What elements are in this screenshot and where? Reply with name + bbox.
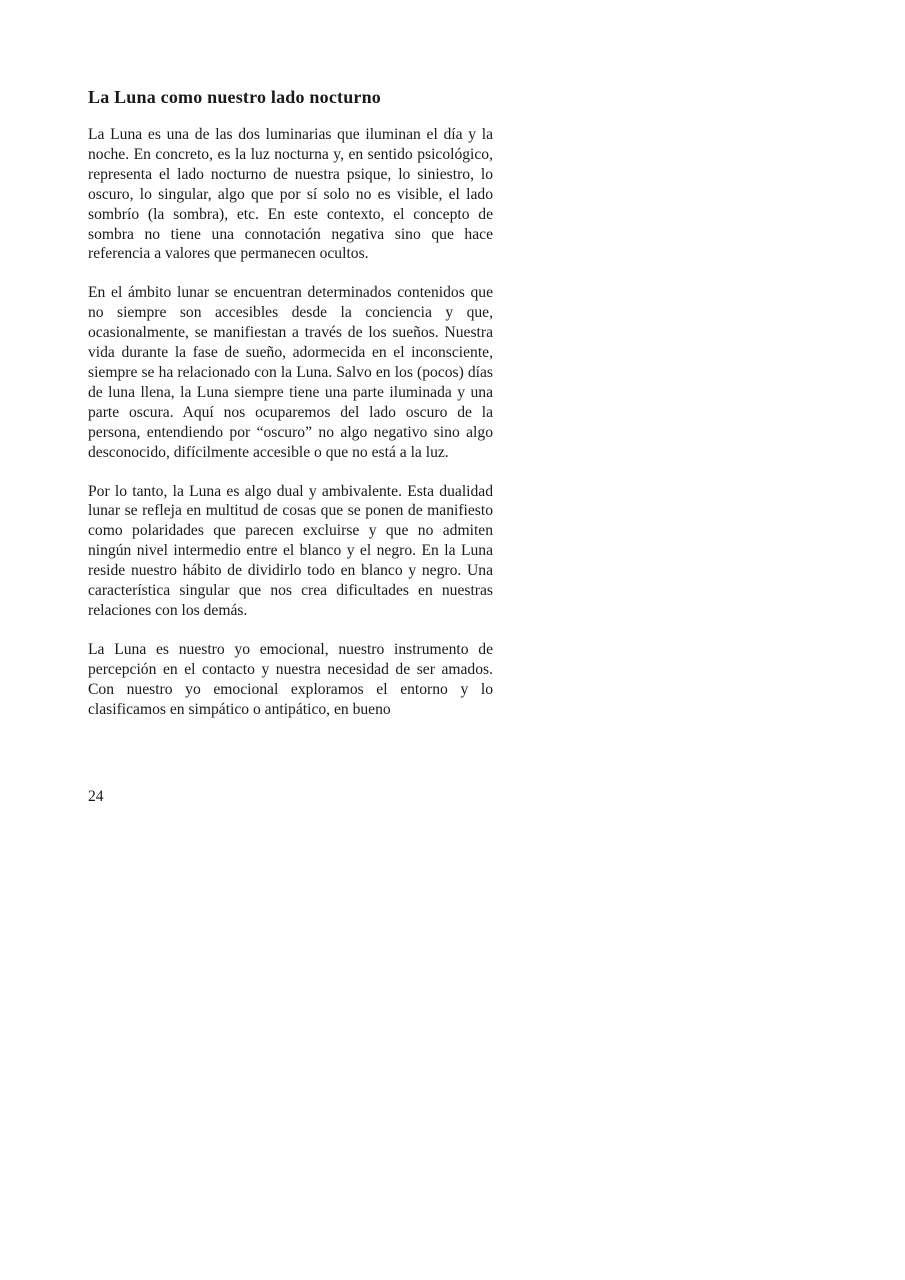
paragraph-3: Por lo tanto, la Luna es algo dual y ambivalente. Esta dualidad lunar se refleja en multitud de cosas que se ponen de manifiesto como polaridades que parecen excluirse y que no admiten ningún nivel intermedio entre el blanco y el negro. En la Luna reside nuestro hábito de dividirlo todo en blanco y negro. Una característica singular que nos crea dificultades en nuestras relaciones con los demás. <box>88 482 493 619</box>
paragraph-4: La Luna es nuestro yo emocional, nuestro instrumento de percepción en el contacto y nuestra necesidad de ser amados. Con nuestro yo emocional exploramos el entorno y lo clasificamos en simpático o antipático, en bueno <box>88 640 493 718</box>
body-text <box>88 125 493 738</box>
paragraph-2: En el ámbito lunar se encuentran determinados contenidos que no siempre son accesibles desde la conciencia y que, ocasionalmente, se manifiestan a través de los sueños. Nuestra vida durante la fase de sueño, adormecida en el inconsciente, siempre se ha relacionado con la Luna. Salvo en los (pocos) días de luna llena, la Luna siempre tiene una parte iluminada y una parte oscura. Aquí nos ocuparemos del lado oscuro de la persona, entendiendo por “oscuro” no algo negativo sino algo desconocido, difícilmente accesible o que no está a la luz. <box>88 284 493 461</box>
paragraph-1: La Luna es una de las dos luminarias que iluminan el día y la noche. En concreto, es la luz nocturna y, en sentido psicológico, representa el lado nocturno de nuestra psique, lo siniestro, lo oscuro, lo singular, algo que por sí solo no es visible, el lado sombrío (la sombra), etc. En este contexto, el concepto de sombra no tiene una connotación negativa sino que hace referencia a valores que permanecen ocultos. <box>88 126 493 263</box>
section-heading: La Luna como nuestro lado nocturno <box>88 87 382 107</box>
page-number: 24 <box>88 788 104 805</box>
